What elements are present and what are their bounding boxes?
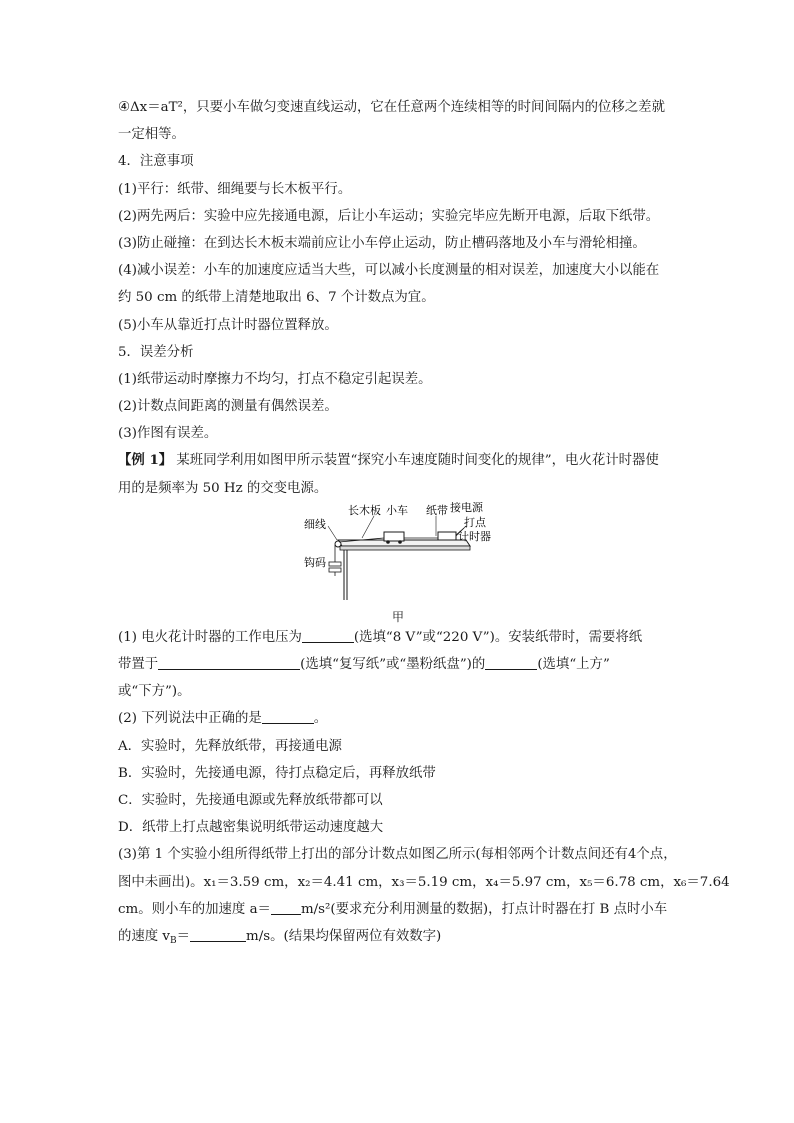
q1-text-d: (选填“复写纸”或“墨粉纸盘”)的 (300, 657, 486, 672)
q3-text-d: 的速度 v (118, 928, 170, 944)
label-timer: 计时器 (458, 529, 491, 543)
q2-option-c: C．实验时，先接通电源或先释放纸带都可以 (118, 792, 383, 808)
section5-item-1: (1)纸带运动时摩擦力不均匀，打点不稳定引起误差。 (118, 371, 432, 387)
q3-line1: (3)第 1 个实验小组所得纸带上打出的部分计数点如图乙所示(每相邻两个计数点间还有4个点， (118, 847, 677, 863)
q3-text-c: m/s²(要求充分利用测量的数据)，打点计时器在打 B 点时小车 (300, 901, 668, 917)
example-tag: 【例 1】 (118, 452, 173, 469)
example-intro-line2: 用的是频率为 50 Hz 的交变电源。 (118, 480, 328, 496)
q1-text-a: (1) 电火花计时器的工作电压为 (118, 629, 302, 645)
section4-item-4-cont: 约 50 cm 的纸带上清楚地取出 6、7 个计数点为宜。 (118, 290, 435, 306)
q1-blank-position[interactable] (485, 655, 537, 670)
board-edge (340, 546, 470, 550)
q3-blank-velocity[interactable] (190, 927, 246, 942)
section4-item-5: (5)小车从靠近打点计时器位置释放。 (118, 317, 338, 333)
q3-x6: x₆＝7.64 (673, 874, 730, 890)
q2-stem (118, 705, 678, 732)
q2-period: 。 (313, 711, 328, 727)
section5-item-2: (2)计数点间距离的测量有偶然误差。 (118, 399, 338, 415)
example-intro-line1 (118, 447, 678, 474)
weight-1 (329, 562, 341, 566)
formula-note-text: ，只要小车做匀变速直线运动，它在任意两个连续相等的时间间隔内的位移之差就 (182, 100, 665, 115)
section4-item-1: (1)平行：纸带、细绳要与长木板平行。 (118, 181, 352, 197)
section5-heading: 5．误差分析 (118, 344, 194, 360)
timer-body (438, 532, 456, 540)
label-string: 细线 (304, 517, 326, 531)
q1-blank-material[interactable] (158, 655, 300, 670)
q2-option-b: B．实验时，先接通电源，待打点稳定后，再释放纸带 (118, 765, 436, 781)
example-intro-text: 某班同学利用如图甲所示装置“探究小车速度随时间变化的规律”，电火花计时器使 (176, 453, 659, 469)
q3-text-b: cm。则小车的加速度 a＝ (118, 901, 271, 917)
section4-heading: 4．注意事项 (118, 154, 194, 170)
figure-caption: 甲 (391, 609, 404, 624)
q3-text-e: m/s。(结果均保留两位有效数字) (246, 928, 442, 944)
label-dot: 打点 (464, 515, 486, 529)
section4-item-4: (4)减小误差：小车的加速度应适当大些，可以减小长度测量的相对误差，加速度大小以能在 (118, 263, 660, 279)
q1-line3: 或“下方”)。 (118, 684, 191, 700)
section4-item-3: (3)防止碰撞：在到达长木板末端前应让小车停止运动，防止槽码落地及小车与滑轮相撞。 (118, 235, 646, 251)
label-board: 长木板 (348, 503, 381, 517)
q1-text-b: (选填“8 V”或“220 V”)。安装纸带时，需要将纸 (353, 629, 643, 645)
q1-text-c: 带置于 (118, 657, 159, 672)
q1-blank-voltage[interactable] (302, 628, 354, 643)
q3-subscript-b: B (170, 935, 177, 946)
q2-text: (2) 下列说法中正确的是 (118, 711, 262, 727)
delta-x-formula: ④Δx＝aT² (118, 100, 183, 115)
q2-option-a: A．实验时，先释放纸带，再接通电源 (118, 738, 342, 754)
label-weight: 钩码 (304, 555, 326, 569)
q3-equals: ＝ (176, 928, 191, 944)
page-content (118, 94, 730, 950)
formula-note-continuation: 一定相等。 (118, 127, 185, 143)
formula-note-line (118, 94, 678, 121)
section4-item-2: (2)两先两后：实验中应先接通电源，后让小车运动；实验完毕应先断开电源，后取下纸带。 (118, 208, 660, 224)
label-power: 接电源 (450, 501, 483, 514)
q2-blank-answer[interactable] (262, 709, 314, 724)
string-leader (328, 526, 337, 540)
label-cart: 小车 (386, 503, 408, 517)
q3-text-a: 图中未画出)。 (118, 874, 204, 890)
weight-2 (329, 568, 341, 572)
cart-wheel-1 (386, 540, 390, 544)
q3-x4: x₄＝5.97 cm， (485, 874, 580, 890)
label-tape: 纸带 (426, 503, 448, 517)
board-leader (362, 516, 374, 538)
q3-blank-acceleration[interactable] (271, 900, 301, 915)
apparatus-diagram (118, 502, 678, 608)
q3-x3: x₃＝5.19 cm， (391, 874, 486, 890)
q3-x2: x₂＝4.41 cm， (297, 874, 392, 890)
q1-line1 (118, 624, 678, 651)
q3-x5: x₅＝6.78 cm， (579, 874, 674, 890)
q1-line2 (118, 651, 678, 678)
apparatus-figure (118, 502, 678, 624)
q3-line4 (118, 923, 678, 950)
q2-option-d: D．纸带上打点越密集说明纸带运动速度越大 (118, 820, 384, 836)
q1-text-e: (选填“上方” (537, 657, 610, 672)
cart-wheel-2 (398, 540, 402, 544)
q3-line2 (118, 869, 730, 896)
section5-item-3: (3)作图有误差。 (118, 426, 218, 442)
cart-body (384, 532, 404, 541)
q3-line3 (118, 896, 678, 923)
q3-x1: x₁＝3.59 cm， (203, 874, 298, 890)
